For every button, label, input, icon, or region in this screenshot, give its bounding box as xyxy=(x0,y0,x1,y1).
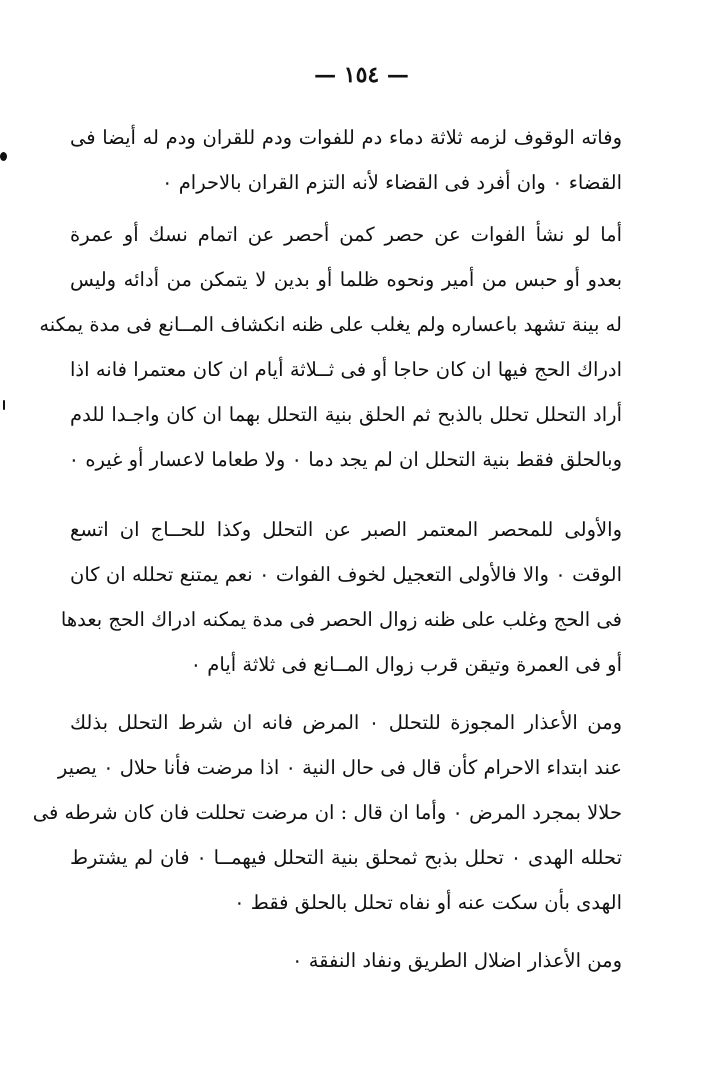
paragraph-5 xyxy=(70,938,622,983)
text-line: أراد التحلل تحلل بالذبح ثم الحلق بنية التحلل بهما ان كان واجـدا للدم xyxy=(70,403,622,426)
scan-speck xyxy=(3,400,5,410)
text-line: تحلله الهدى ٠ تحلل بذبح ثمحلق بنية التحلل فيهمــا ٠ فان لم يشترط xyxy=(70,846,622,869)
text-line: وفاته الوقوف لزمه ثلاثة دماء دم للفوات ودم للقران ودم له أيضا فى xyxy=(70,126,622,149)
text-line: القضاء ٠ وان أفرد فى القضاء لأنه التزم القران بالاحرام ٠ xyxy=(162,171,622,194)
text-line: بعدو أو حبس من أمير ونحوه ظلما أو بدين لا يتمكن من أدائه وليس xyxy=(70,268,622,291)
text-line: أو فى العمرة وتيقن قرب زوال المــانع فى ثلاثة أيام ٠ xyxy=(190,653,622,676)
scan-speck xyxy=(0,152,7,161)
text-line: فى الحج وغلب على ظنه زوال الحصر فى مدة يمكنه ادراك الحج بعدها xyxy=(60,608,622,631)
text-line: الهدى بأن سكت عنه أو نفاه تحلل بالحلق فقط ٠ xyxy=(234,891,622,914)
text-line: والأولى للمحصر المعتمر الصبر عن التحلل وكذا للحــاج ان اتسع xyxy=(70,518,622,541)
text-line: ومن الأعذار اضلال الطريق ونفاد النفقة ٠ xyxy=(292,949,622,972)
page-number: — ١٥٤ — xyxy=(314,62,409,88)
paragraph-4 xyxy=(32,700,623,925)
text-line: ومن الأعذار المجوزة للتحلل ٠ المرض فانه ان شرط التحلل بذلك xyxy=(70,711,623,734)
paragraph-1 xyxy=(70,115,622,205)
paragraph-3 xyxy=(60,507,622,687)
text-line: عند ابتداء الاحرام كأن قال فى حال النية ٠ اذا مرضت فأنا حلال ٠ يصير xyxy=(57,756,622,779)
paragraph-2 xyxy=(39,212,622,482)
text-line: له بينة تشهد باعساره ولم يغلب على ظنه انكشاف المــانع فى مدة يمكنه xyxy=(39,313,622,336)
text-line: وبالحلق فقط بنية التحلل ان لم يجد دما ٠ ولا طعاما لاعسار أو غيره ٠ xyxy=(68,448,622,471)
text-line: الوقت ٠ والا فالأولى التعجيل لخوف الفوات ٠ نعم يمتنع تحلله ان كان xyxy=(70,563,622,586)
text-line: حلالا بمجرد المرض ٠ وأما ان قال : ان مرضت تحللت فان كان شرطه فى xyxy=(32,801,622,824)
text-line: ادراك الحج فيها ان كان حاجا أو فى ثــلاثة أيام ان كان معتمرا فانه اذا xyxy=(70,358,622,381)
text-line: أما لو نشأ الفوات عن حصر كمن أحصر عن اتمام نسك أو عمرة xyxy=(70,223,622,246)
